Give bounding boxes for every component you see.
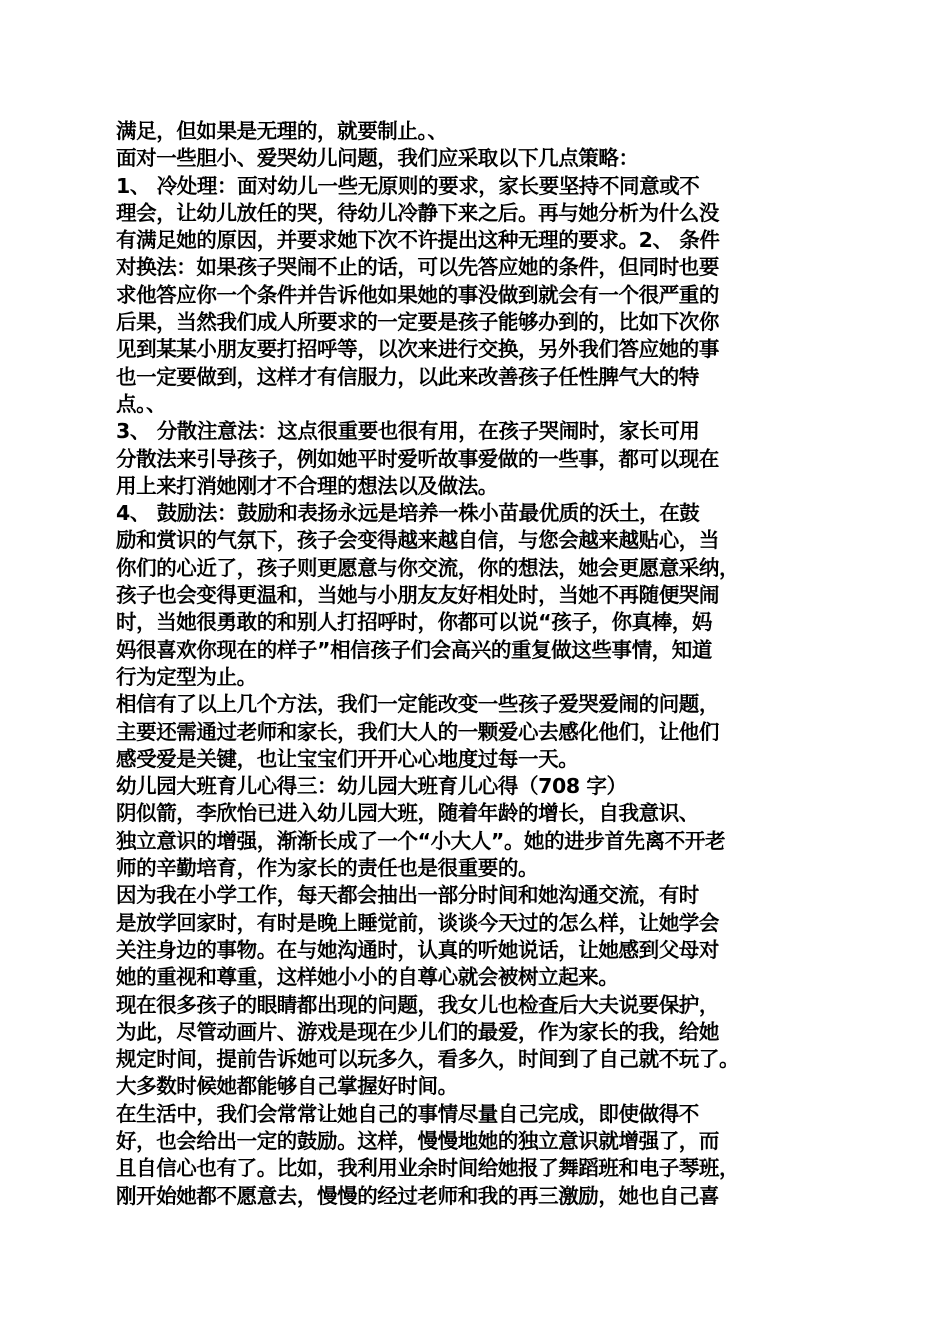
text-line: 师的辛勤培育，作为家长的责任也是很重要的。 [116,856,539,881]
text-line: 规定时间，提前告诉她可以玩多久，看多久，时间到了自己就不玩了。 [116,1047,740,1072]
text-line: 后果，当然我们成人所要求的一定要是孩子能够办到的，比如下次你 [116,310,719,335]
text-line: 满足，但如果是无理的，就要制止。、 [116,119,448,143]
text-line: 为此，尽管动画片、游戏是现在少儿们的最爱，作为家长的我，给她 [116,1019,719,1044]
text-line: 4、 鼓励法：鼓励和表扬永远是培养一株小苗最优质的沃土，在鼓 [116,501,700,526]
text-line: 她的重视和尊重，这样她小小的自尊心就会被树立起来。 [116,965,619,990]
text-line: 你们的心近了，孩子则更愿意与你交流，你的想法，她会更愿意采纳， [116,555,740,580]
text-line: 励和赏识的气氛下，孩子会变得越来越自信，与您会越来越贴心，当 [116,528,719,553]
text-line: 相信有了以上几个方法，我们一定能改变一些孩子爱哭爱闹的问题， [116,692,719,717]
text-line: 妈很喜欢你现在的样子”相信孩子们会高兴的重复做这些事情，知道 [116,637,712,662]
text-line: 是放学回家时，有时是晚上睡觉前，谈谈今天过的怎么样，让她学会 [116,910,719,935]
document-text-body [116,118,840,1210]
text-line: 现在很多孩子的眼睛都出现的问题，我女儿也检查后大夫说要保护， [116,992,719,1017]
text-line: 独立意识的增强，渐渐长成了一个“小大人”。她的进步首先离不开老 [116,828,726,853]
text-line: 幼儿园大班育儿心得三：幼儿园大班育儿心得（708 字） [116,774,627,799]
text-line: 关注身边的事物。在与她沟通时，认真的听她说话，让她感到父母对 [116,937,719,962]
text-line: 时，当她很勇敢的和别人打招呼时，你都可以说“孩子，你真棒，妈 [116,610,712,635]
text-line: 用上来打消她刚才不合理的想法以及做法。 [116,473,498,498]
text-line: 刚开始她都不愿意去，慢慢的经过老师和我的再三激励，她也自己喜 [116,1183,719,1208]
text-line: 行为定型为止。 [116,664,257,689]
text-line: 大多数时候她都能够自己掌握好时间。 [116,1074,458,1099]
text-line: 对换法：如果孩子哭闹不止的话，可以先答应她的条件，但同时也要 [116,255,719,280]
text-line: 理会，让幼儿放任的哭，待幼儿冷静下来之后。再与她分析为什么没 [116,200,719,225]
text-line: 见到某某小朋友要打招呼等，以次来进行交换，另外我们答应她的事 [116,337,719,362]
text-line: 主要还需通过老师和家长，我们大人的一颗爱心去感化他们，让他们 [116,719,719,744]
text-line: 3、 分散注意法：这点很重要也很有用，在孩子哭闹时，家长可用 [116,419,700,444]
text-line: 1、 冷处理：面对幼儿一些无原则的要求，家长要坚持不同意或不 [116,173,700,198]
text-line: 也一定要做到，这样才有信服力，以此来改善孩子任性脾气大的特 [116,364,699,389]
text-line: 面对一些胆小、爱哭幼儿问题，我们应采取以下几点策略： [116,146,639,171]
text-line: 求他答应你一个条件并告诉他如果她的事没做到就会有一个很严重的 [116,282,719,307]
text-line: 感受爱是关键，也让宝宝们开开心心地度过每一天。 [116,746,579,771]
text-line: 点。、 [116,391,167,416]
text-line: 分散法来引导孩子，例如她平时爱听故事爱做的一些事，都可以现在 [116,446,719,471]
text-line: 有满足她的原因，并要求她下次不许提出这种无理的要求。2、 条件 [116,228,720,253]
text-line: 好，也会给出一定的鼓励。这样，慢慢地她的独立意识就增强了，而 [116,1128,719,1153]
text-line: 在生活中，我们会常常让她自己的事情尽量自己完成，即使做得不 [116,1101,699,1126]
text-line: 且自信心也有了。比如，我利用业余时间给她报了舞蹈班和电子琴班， [116,1156,740,1181]
text-line: 孩子也会变得更温和，当她与小朋友友好相处时，当她不再随便哭闹 [116,583,719,608]
text-line: 因为我在小学工作，每天都会抽出一部分时间和她沟通交流，有时 [116,883,699,908]
text-line: 阴似箭，李欣怡已进入幼儿园大班，随着年龄的增长，自我意识、 [116,801,699,826]
